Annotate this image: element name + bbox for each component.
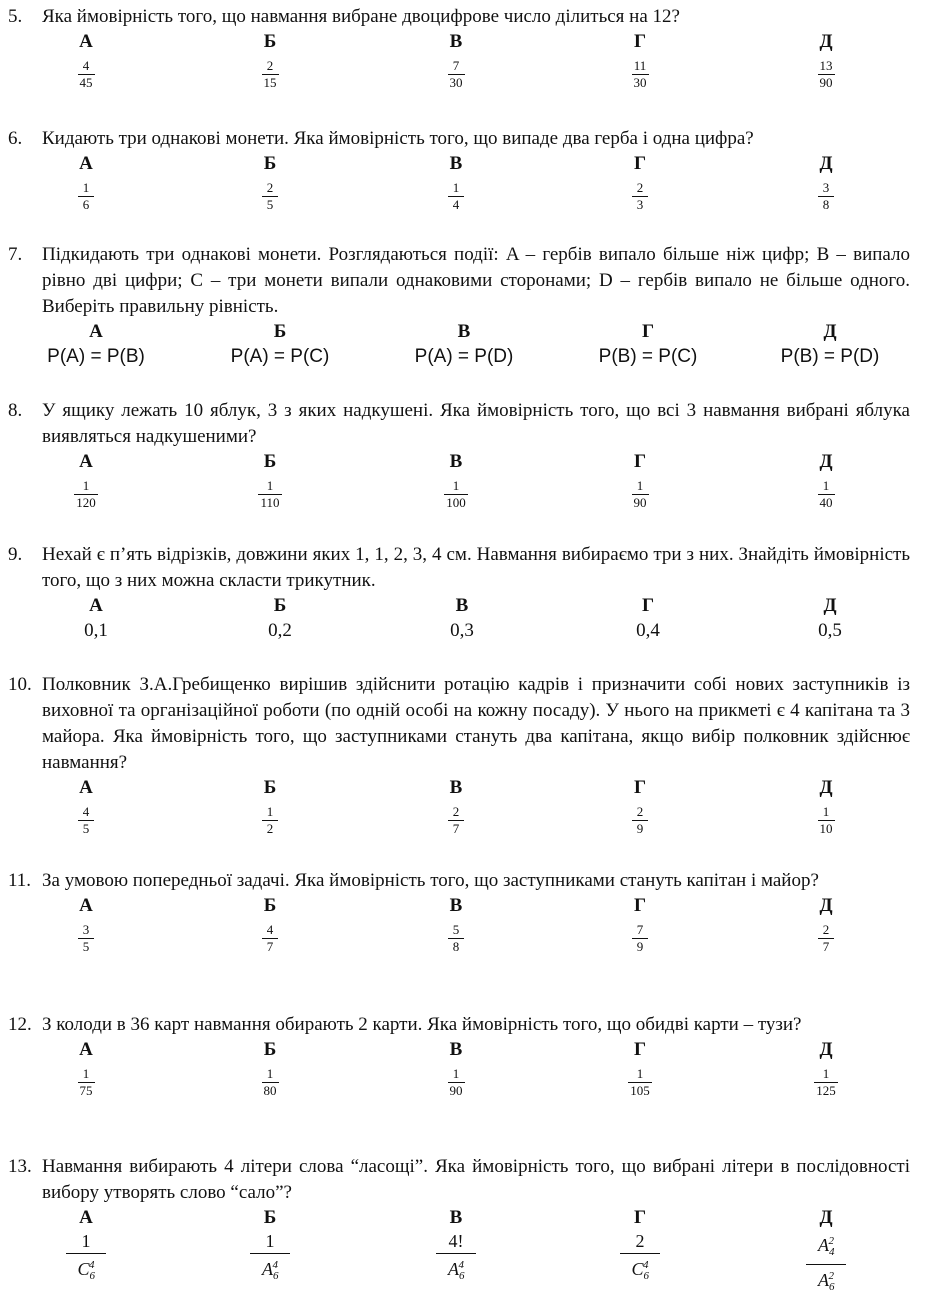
question-text: З колоди в 36 карт навмання обирають 2 карти. Яка ймовірність того, що обидві карти – тузи? [42, 1014, 802, 1035]
option-v[interactable] [386, 1206, 526, 1287]
question-text: Кидають три однакові монети. Яка ймовірність того, що випаде два герба і одна цифра? [42, 128, 754, 149]
option-fraction: $\frac{1}{40}$ [819, 478, 833, 510]
answer-options [0, 450, 930, 530]
question-10 [0, 672, 930, 856]
option-b[interactable] [200, 450, 340, 510]
option-letter: В [449, 451, 463, 472]
option-g[interactable] [578, 594, 718, 644]
option-fraction: $\frac{1}{4}$ [448, 180, 464, 212]
option-letter: А [89, 595, 103, 616]
option-letter: А [79, 1039, 93, 1060]
option-v[interactable] [386, 1038, 526, 1098]
option-letter: В [457, 321, 471, 342]
option-letter: Б [263, 451, 277, 472]
option-fraction: $\frac{4}{7}$ [262, 922, 278, 954]
question-number: 9. [8, 544, 23, 565]
option-letter: Г [641, 595, 655, 616]
option-fraction: $\frac{7}{30}$ [449, 58, 463, 90]
option-v[interactable] [386, 152, 526, 212]
option-b[interactable] [200, 152, 340, 212]
option-g[interactable] [570, 152, 710, 212]
option-v[interactable] [386, 30, 526, 90]
option-fraction: $\frac{1}{90}$ [633, 478, 647, 510]
option-d[interactable] [756, 152, 896, 212]
option-letter: В [449, 1207, 463, 1228]
question-text: У ящику лежать 10 яблук, 3 з яких надкушені. Яка ймовірність того, що всі 3 навмання вибрані яблука виявляться надкушеними? [42, 400, 910, 447]
answer-options [0, 320, 930, 380]
option-letter: Б [263, 895, 277, 916]
option-fraction: $\frac{5}{8}$ [448, 922, 464, 954]
option-fraction: $\frac{4}{45}$ [79, 58, 93, 90]
option-a[interactable] [26, 320, 166, 370]
option-fraction: $\frac{1}{110}$ [260, 478, 280, 510]
option-b[interactable] [200, 1038, 340, 1098]
question-text: Підкидають три однакові монети. Розглядаються події: A – гербів випало більше ніж цифр; B – випало рівно дві цифри; C – три монети випали однаковими сторонами; D – гербів випало не більше одного. Виберіть правильну рівність. [42, 244, 910, 317]
option-letter: В [455, 595, 469, 616]
option-letter: Б [263, 31, 277, 52]
option-fraction: $\frac{1}{A_6^4}$ [250, 1230, 290, 1287]
question-8 [0, 398, 930, 530]
answer-options [0, 30, 930, 110]
option-d[interactable] [756, 30, 896, 90]
question-number: 8. [8, 400, 23, 421]
question-number: 7. [8, 244, 23, 265]
option-fraction: $\frac{1}{2}$ [262, 804, 278, 836]
answer-options [0, 1206, 930, 1306]
option-v[interactable] [392, 594, 532, 644]
option-letter: Д [819, 777, 833, 798]
option-expression: P(A) = P(C) [230, 346, 330, 367]
option-letter: Г [633, 1207, 647, 1228]
option-expression: P(B) = P(C) [598, 346, 698, 367]
option-fraction: $\frac{3}{8}$ [818, 180, 834, 212]
option-letter: Г [633, 31, 647, 52]
question-5 [0, 4, 930, 110]
option-fraction: $\frac{1}{10}$ [819, 804, 833, 836]
question-text: Нехай є п’ять відрізків, довжини яких 1, 1, 2, 3, 4 см. Навмання вибираємо три з них. Знайдіть ймовірність того, що з них можна скласти трикутник. [42, 544, 910, 591]
option-letter: Б [263, 1207, 277, 1228]
option-v[interactable] [386, 450, 526, 510]
question-7 [0, 242, 930, 380]
answer-options [0, 1038, 930, 1118]
option-expression: P(A) = P(B) [47, 346, 145, 367]
option-fraction: $\frac{1}{75}$ [79, 1066, 93, 1098]
option-b[interactable] [200, 30, 340, 90]
option-letter: Д [823, 321, 837, 342]
option-letter: Д [819, 1207, 833, 1228]
option-fraction: $\frac{1}{90}$ [449, 1066, 463, 1098]
option-b[interactable] [200, 776, 340, 836]
option-letter: Д [819, 153, 833, 174]
option-fraction: $\frac{2}{5}$ [262, 180, 278, 212]
question-number: 10. [8, 674, 32, 695]
option-value: 0,2 [268, 620, 292, 641]
option-letter: В [449, 777, 463, 798]
option-letter: Г [633, 895, 647, 916]
option-letter: Б [263, 1039, 277, 1060]
option-g[interactable] [570, 30, 710, 90]
option-g[interactable] [570, 894, 710, 954]
option-v[interactable] [386, 776, 526, 836]
answer-options [0, 594, 930, 654]
option-a[interactable] [16, 894, 156, 954]
option-letter: А [79, 153, 93, 174]
question-number: 13. [8, 1156, 32, 1177]
option-letter: Д [819, 895, 833, 916]
option-a[interactable] [16, 1038, 156, 1098]
option-letter: Д [823, 595, 837, 616]
option-value: 0,3 [450, 620, 474, 641]
option-g[interactable] [570, 450, 710, 510]
option-fraction: $\frac{1}{6}$ [78, 180, 94, 212]
question-9 [0, 542, 930, 654]
option-fraction: $\frac{2}{C_6^4}$ [620, 1230, 660, 1287]
option-d[interactable] [760, 320, 900, 370]
option-letter: В [449, 153, 463, 174]
option-value: 0,1 [84, 620, 108, 641]
question-13 [0, 1154, 930, 1306]
option-a[interactable] [16, 30, 156, 90]
option-letter: В [449, 895, 463, 916]
option-a[interactable] [16, 152, 156, 212]
option-g[interactable] [570, 1038, 710, 1098]
option-fraction: $\frac{11}{30}$ [633, 58, 647, 90]
option-g[interactable] [570, 776, 710, 836]
option-letter: Д [819, 31, 833, 52]
option-letter: Д [819, 451, 833, 472]
option-expression: P(B) = P(D) [780, 346, 880, 367]
option-letter: Б [263, 777, 277, 798]
question-number: 11. [8, 870, 32, 891]
option-fraction: $\frac{4!}{A_6^4}$ [436, 1230, 476, 1287]
option-fraction: $\frac{1}{C_6^4}$ [66, 1230, 106, 1287]
option-letter: Г [633, 451, 647, 472]
option-letter: Г [633, 777, 647, 798]
answer-options [0, 152, 930, 232]
option-fraction: $\frac{1}{105}$ [630, 1066, 650, 1098]
option-letter: А [79, 1207, 93, 1228]
option-letter: В [449, 1039, 463, 1060]
option-letter: Г [633, 1039, 647, 1060]
option-fraction: $\frac{4}{5}$ [78, 804, 94, 836]
option-b[interactable] [210, 594, 350, 644]
option-letter: В [449, 31, 463, 52]
option-expression: P(A) = P(D) [414, 346, 514, 367]
option-fraction: $\frac{2}{15}$ [263, 58, 277, 90]
option-d[interactable] [760, 594, 900, 644]
option-fraction: $\frac{A_4^2}{A_6^2}$ [806, 1230, 846, 1298]
question-number: 5. [8, 6, 23, 27]
option-letter: А [79, 777, 93, 798]
option-letter: А [79, 895, 93, 916]
option-letter: Д [819, 1039, 833, 1060]
option-letter: А [89, 321, 103, 342]
option-a[interactable] [26, 594, 166, 644]
option-fraction: $\frac{2}{7}$ [448, 804, 464, 836]
option-d[interactable] [756, 894, 896, 954]
question-number: 12. [8, 1014, 32, 1035]
option-fraction: $\frac{13}{90}$ [819, 58, 833, 90]
question-11 [0, 868, 930, 974]
option-value: 0,5 [818, 620, 842, 641]
option-b[interactable] [200, 1206, 340, 1287]
option-fraction: $\frac{2}{3}$ [632, 180, 648, 212]
option-d[interactable] [756, 1206, 896, 1298]
option-g[interactable] [570, 1206, 710, 1287]
option-fraction: $\frac{2}{9}$ [632, 804, 648, 836]
option-letter: А [79, 451, 93, 472]
option-fraction: $\frac{2}{7}$ [818, 922, 834, 954]
option-letter: Б [263, 153, 277, 174]
question-number: 6. [8, 128, 23, 149]
question-text: Навмання вибирають 4 літери слова “ласощі”. Яка ймовірність того, що вибрані літери в послідовності вибору утворять слово “сало”? [42, 1156, 910, 1203]
option-fraction: $\frac{7}{9}$ [632, 922, 648, 954]
option-letter: Б [273, 321, 287, 342]
question-text: Яка ймовірність того, що навмання вибране двоцифрове число ділиться на 12? [42, 6, 680, 27]
option-letter: А [79, 31, 93, 52]
option-letter: Г [633, 153, 647, 174]
option-b[interactable] [210, 320, 350, 370]
option-a[interactable] [16, 450, 156, 510]
option-v[interactable] [394, 320, 534, 370]
option-letter: Г [641, 321, 655, 342]
option-fraction: $\frac{1}{100}$ [446, 478, 466, 510]
option-v[interactable] [386, 894, 526, 954]
option-g[interactable] [578, 320, 718, 370]
question-text: За умовою попередньої задачі. Яка ймовірність того, що заступниками стануть капітан і майор? [42, 870, 819, 891]
option-a[interactable] [16, 776, 156, 836]
option-value: 0,4 [636, 620, 660, 641]
question-12 [0, 1012, 930, 1118]
option-fraction: $\frac{1}{80}$ [263, 1066, 277, 1098]
option-fraction: $\frac{1}{120}$ [76, 478, 96, 510]
option-d[interactable] [756, 1038, 896, 1098]
question-6 [0, 126, 930, 232]
option-b[interactable] [200, 894, 340, 954]
question-text: Полковник З.А.Гребищенко вирішив здійснити ротацію кадрів і призначити собі нових заступників із виховної та організаційної роботи (по одній особі на кожну посаду). У нього на прикметі є 4 капітана та 3 майора. Яка ймовірність того, що заступниками стануть два капітана, якщо вибір полковник здійснює навмання? [42, 674, 910, 773]
option-d[interactable] [756, 450, 896, 510]
option-d[interactable] [756, 776, 896, 836]
option-a[interactable] [16, 1206, 156, 1287]
option-letter: Б [273, 595, 287, 616]
option-fraction: $\frac{3}{5}$ [78, 922, 94, 954]
answer-options [0, 894, 930, 974]
option-fraction: $\frac{1}{125}$ [816, 1066, 836, 1098]
answer-options [0, 776, 930, 856]
